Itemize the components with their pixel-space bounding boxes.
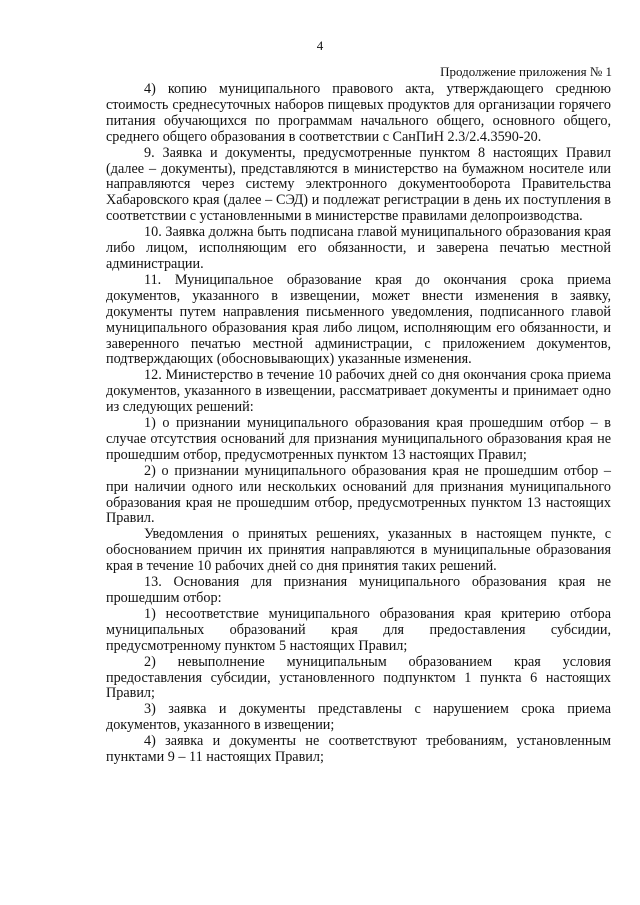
paragraph-12-item-1: 1) о признании муниципального образования края прошедшим отбор – в случае отсутствия оснований для признания муниципального образования края не прошедшим отбор, предусмотренных пунктом 13 настоящих Правил; — [106, 415, 611, 463]
paragraph-12: 12. Министерство в течение 10 рабочих дней со дня окончания срока приема документов, указанного в извещении, рассматривает документы и принимает одно из следующих решений: — [106, 367, 611, 416]
paragraph-9: 9. Заявка и документы, предусмотренные пунктом 8 настоящих Правил (далее – документы), представляются в министерство на бумажном носителе или направляются через систему электронного документооборота Правительства Хабаровского края (далее – СЭД) и подлежат регистрации в день их поступления в соответствии с установленными в министерстве правилами делопроизводства. — [106, 144, 611, 225]
document-body — [106, 82, 611, 766]
paragraph-notifications: Уведомления о принятых решениях, указанных в настоящем пункте, с обоснованием причин их принятия направляются в муниципальные образования края в течение 10 рабочих дней со дня принятия таких решений. — [106, 526, 611, 575]
paragraph-13-item-3: 3) заявка и документы представлены с нарушением срока приема документов, указанного в извещении; — [106, 701, 611, 734]
paragraph-13: 13. Основания для признания муниципального образования края не прошедшим отбор: — [106, 574, 611, 606]
appendix-note: Продолжение приложения № 1 — [440, 64, 612, 79]
paragraph-11: 11. Муниципальное образование края до окончания срока приема документов, указанного в извещении, может внести изменения в заявку, документы путем направления письменного уведомления, подписанного главой муниципального образования края либо лицом, исполняющим его обязанности, и заверенного печатью местной администрации, с приложением документов, подтверждающих (обосновывающих) указанные изменения. — [106, 271, 611, 368]
paragraph-13-item-4: 4) заявка и документы не соответствуют требованиям, установленным пунктами 9 – 11 настоящих Правил; — [106, 733, 611, 766]
paragraph-13-item-2: 2) невыполнение муниципальным образованием края условия предоставления субсидии, установленного подпунктом 1 пункта 6 настоящих Правил; — [106, 653, 611, 702]
paragraph-10: 10. Заявка должна быть подписана главой муниципального образования края либо лицом, исполняющим его обязанности, и заверена печатью местной администрации. — [106, 224, 611, 272]
paragraph-13-item-1: 1) несоответствие муниципального образования края критерию отбора муниципальных образований края для предоставления субсидии, предусмотренному пунктом 5 настоящих Правил; — [106, 605, 611, 654]
page-number: 4 — [316, 38, 324, 53]
paragraph-item-4: 4) копию муниципального правового акта, утверждающего среднюю стоимость среднесуточных наборов пищевых продуктов для организации горячего питания обучающихся по программам начального общего, основного общего, среднего общего образования в соответствии с СанПиН 2.3/2.4.3590-20. — [106, 81, 611, 145]
paragraph-12-item-2: 2) о признании муниципального образования края не прошедшим отбор – при наличии одного или нескольких оснований для признания муниципального образования края не прошедшим отбор, предусмотренных пунктом 13 настоящих Правил. — [106, 462, 611, 527]
